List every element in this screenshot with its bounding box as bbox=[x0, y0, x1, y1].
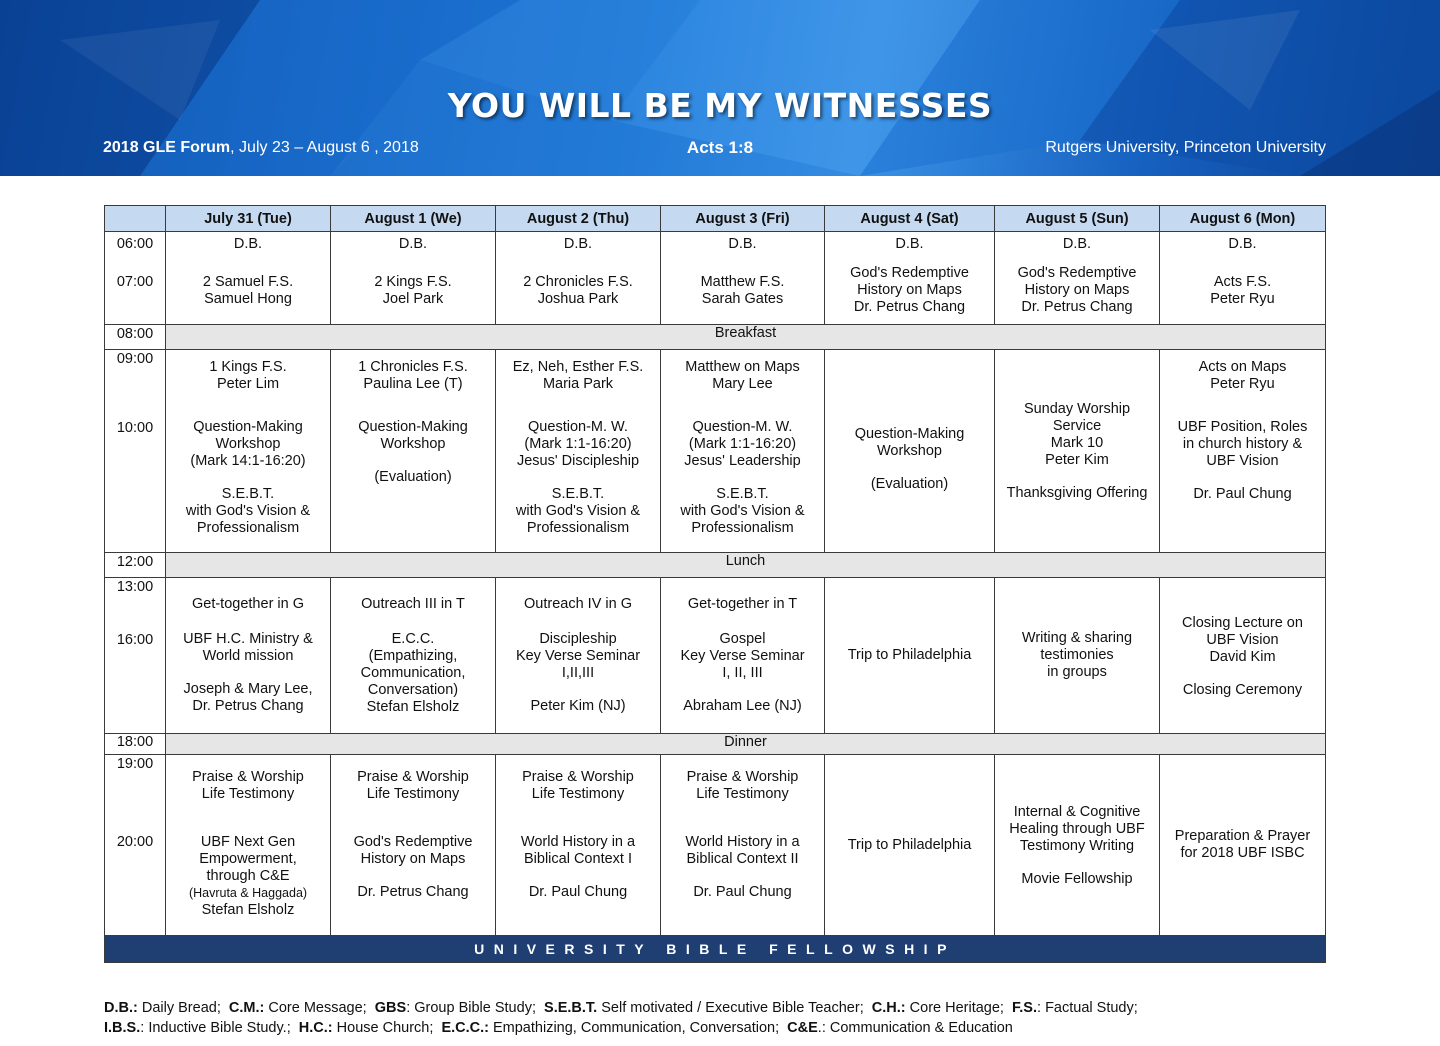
legend-abbreviation: C.M.: bbox=[228, 1000, 265, 1016]
cell-line: (Empathizing, bbox=[368, 648, 458, 664]
schedule-cell bbox=[496, 350, 661, 553]
legend-definition: Core Heritage; bbox=[905, 1000, 1013, 1016]
cell-line: Internal & Cognitive bbox=[1013, 804, 1141, 820]
cell-line: Professionalism bbox=[691, 520, 794, 536]
legend-line bbox=[104, 998, 1138, 1018]
column-header: August 1 (We) bbox=[331, 206, 496, 232]
legend-abbreviation: D.B.: bbox=[104, 1000, 138, 1016]
cell-line: Closing Lecture on bbox=[1182, 615, 1303, 631]
cell-line: World History in a bbox=[685, 834, 800, 850]
schedule-cell bbox=[661, 350, 825, 553]
legend-definition: : Factual Study; bbox=[1037, 1000, 1138, 1016]
legend-abbreviation: I.B.S. bbox=[104, 1020, 141, 1036]
time-cell bbox=[105, 553, 166, 578]
schedule-cell bbox=[825, 232, 995, 325]
cell-line: S.E.B.T. bbox=[716, 486, 769, 502]
schedule-cell bbox=[166, 350, 331, 553]
time-label: 16:00 bbox=[116, 632, 154, 648]
cell-line: with God's Vision & bbox=[515, 503, 641, 519]
column-header: August 6 (Mon) bbox=[1160, 206, 1326, 232]
cell-line: Ez, Neh, Esther F.S. bbox=[512, 359, 644, 375]
cell-line: Paulina Lee (T) bbox=[363, 376, 463, 392]
time-label: 08:00 bbox=[116, 326, 154, 342]
legend-abbreviation: E.C.C.: bbox=[441, 1020, 489, 1036]
cell-line: World History in a bbox=[520, 834, 636, 850]
cell-line: in church history & bbox=[1182, 436, 1303, 452]
cell-line: D.B. bbox=[233, 236, 263, 252]
cell-line: S.E.B.T. bbox=[221, 486, 275, 502]
cell-line: Maria Park bbox=[542, 376, 614, 392]
cell-line: Mark 10 bbox=[1050, 435, 1104, 451]
cell-line: Key Verse Seminar bbox=[515, 648, 641, 664]
cell-line: Professionalism bbox=[196, 520, 300, 536]
forum-name: 2018 GLE Forum bbox=[103, 139, 231, 156]
legend-abbreviation: C.H.: bbox=[871, 1000, 906, 1016]
cell-line: Matthew F.S. bbox=[700, 274, 785, 290]
row-late-morning bbox=[105, 350, 1326, 553]
time-cell bbox=[105, 734, 166, 755]
cell-line: 1 Kings F.S. bbox=[209, 359, 287, 375]
schedule-cell bbox=[661, 578, 825, 734]
cell-line: Life Testimony bbox=[696, 786, 789, 802]
cell-line: Key Verse Seminar bbox=[680, 648, 805, 664]
time-cell bbox=[105, 232, 166, 325]
column-header: August 3 (Fri) bbox=[661, 206, 825, 232]
time-label: 07:00 bbox=[116, 274, 154, 290]
column-header: August 4 (Sat) bbox=[825, 206, 995, 232]
cell-line: Praise & Worship bbox=[357, 769, 469, 785]
cell-line: Joseph & Mary Lee, bbox=[183, 681, 313, 697]
time-label: 06:00 bbox=[116, 236, 154, 252]
cell-line: Dr. Petrus Chang bbox=[853, 299, 966, 315]
cell-line: Question-Making bbox=[854, 426, 965, 442]
cell-line: (Mark 1:1-16:20) bbox=[688, 436, 797, 452]
meal-breakfast: Breakfast bbox=[166, 325, 1326, 350]
schedule-cell bbox=[496, 232, 661, 325]
cell-line: Dr. Petrus Chang bbox=[357, 884, 469, 900]
cell-line: Acts F.S. bbox=[1213, 274, 1272, 290]
cell-line: World mission bbox=[202, 648, 294, 664]
cell-line: Jesus' Discipleship bbox=[516, 453, 640, 469]
time-cell bbox=[105, 755, 166, 936]
time-label: 18:00 bbox=[116, 734, 154, 750]
cell-line-small: (Havruta & Haggada) bbox=[188, 886, 308, 900]
cell-line: 2 Samuel F.S. bbox=[202, 274, 294, 290]
header-row bbox=[105, 206, 1326, 232]
cell-line: Praise & Worship bbox=[192, 769, 304, 785]
schedule-cell bbox=[331, 578, 496, 734]
cell-line: Dr. Petrus Chang bbox=[192, 698, 304, 714]
legend-definition: Daily Bread; bbox=[137, 1000, 229, 1016]
cell-line: Empowerment, bbox=[199, 851, 297, 867]
row-evening bbox=[105, 755, 1326, 936]
cell-line: Workshop bbox=[876, 443, 942, 459]
cell-line: Life Testimony bbox=[531, 786, 625, 802]
cell-line: for 2018 UBF ISBC bbox=[1180, 845, 1305, 861]
cell-line: D.B. bbox=[1228, 236, 1257, 252]
forum-date-range: , July 23 – August 6 , 2018 bbox=[230, 139, 419, 156]
schedule-cell bbox=[825, 578, 995, 734]
cell-line: 2 Kings F.S. bbox=[374, 274, 452, 290]
meal-dinner: Dinner bbox=[166, 734, 1326, 755]
abbreviation-legend bbox=[104, 998, 1138, 1038]
row-footer-bar bbox=[105, 936, 1326, 963]
cell-line: I,II,III bbox=[561, 665, 595, 681]
schedule-cell bbox=[825, 350, 995, 553]
cell-line: Peter Ryu bbox=[1210, 291, 1275, 307]
header-banner bbox=[0, 0, 1440, 176]
cell-line: Praise & Worship bbox=[686, 769, 799, 785]
legend-definition: .: Communication & Education bbox=[817, 1020, 1013, 1036]
schedule-table bbox=[104, 205, 1326, 963]
column-header: August 5 (Sun) bbox=[995, 206, 1160, 232]
legend-abbreviation: GBS bbox=[374, 1000, 407, 1016]
time-label: 12:00 bbox=[116, 554, 154, 570]
cell-line: Question-Making bbox=[358, 419, 468, 435]
cell-line: Thanksgiving Offering bbox=[1006, 485, 1148, 501]
cell-line: UBF Position, Roles bbox=[1177, 419, 1308, 435]
time-label: 10:00 bbox=[116, 420, 154, 436]
cell-line: History on Maps bbox=[857, 282, 962, 298]
cell-line: Closing Ceremony bbox=[1182, 682, 1303, 698]
cell-line: Question-M. W. bbox=[528, 419, 628, 435]
cell-line: God's Redemptive bbox=[1017, 265, 1137, 281]
cell-line: E.C.C. bbox=[391, 631, 435, 647]
time-cell bbox=[105, 325, 166, 350]
cell-line: Sunday Worship bbox=[1023, 401, 1131, 417]
cell-line: Discipleship bbox=[539, 631, 617, 647]
cell-line: Sarah Gates bbox=[701, 291, 784, 307]
time-label: 20:00 bbox=[116, 834, 154, 850]
cell-line: Joel Park bbox=[382, 291, 444, 307]
cell-line: Get-together in T bbox=[687, 596, 798, 612]
legend-definition: : Group Bible Study; bbox=[406, 1000, 545, 1016]
cell-line: History on Maps bbox=[1024, 282, 1130, 298]
cell-line: Question-Making bbox=[193, 419, 303, 435]
cell-line: Biblical Context II bbox=[686, 851, 799, 867]
cell-line: Trip to Philadelphia bbox=[847, 647, 972, 663]
bible-verse: Acts 1:8 bbox=[686, 138, 754, 157]
legend-line bbox=[104, 1018, 1138, 1038]
legend-definition: Empathizing, Communication, Conversation; bbox=[488, 1020, 788, 1036]
cell-line: Jesus' Leadership bbox=[684, 453, 801, 469]
cell-line: Gospel bbox=[719, 631, 766, 647]
cell-line: Testimony Writing bbox=[1019, 838, 1135, 854]
cell-line: UBF Vision bbox=[1206, 453, 1279, 469]
schedule-cell bbox=[995, 755, 1160, 936]
cell-line: 2 Chronicles F.S. bbox=[523, 274, 633, 290]
cell-line: God's Redemptive bbox=[850, 265, 969, 281]
cell-line: D.B. bbox=[728, 236, 757, 252]
legend-abbreviation: C&E bbox=[787, 1020, 818, 1036]
schedule-cell bbox=[825, 755, 995, 936]
schedule-cell bbox=[661, 755, 825, 936]
time-cell bbox=[105, 578, 166, 734]
schedule-cell bbox=[661, 232, 825, 325]
cell-line: UBF Vision bbox=[1206, 632, 1279, 648]
schedule-cell bbox=[331, 350, 496, 553]
schedule-cell bbox=[331, 755, 496, 936]
cell-line: Service bbox=[1052, 418, 1102, 434]
cell-line: S.E.B.T. bbox=[551, 486, 605, 502]
schedule-cell bbox=[1160, 578, 1326, 734]
schedule-cell bbox=[1160, 755, 1326, 936]
time-label: 13:00 bbox=[116, 579, 154, 595]
legend-abbreviation: S.E.B.T. bbox=[544, 1000, 598, 1016]
cell-line: with God's Vision & bbox=[680, 503, 805, 519]
schedule-cell bbox=[995, 232, 1160, 325]
cell-line: Peter Kim bbox=[1045, 452, 1109, 468]
cell-line: Biblical Context I bbox=[524, 851, 632, 867]
organization-banner: UNIVERSITY BIBLE FELLOWSHIP bbox=[105, 936, 1326, 963]
column-header: July 31 (Tue) bbox=[166, 206, 331, 232]
cell-line: D.B. bbox=[398, 236, 428, 252]
cell-line: Peter Lim bbox=[216, 376, 280, 392]
cell-line: Life Testimony bbox=[366, 786, 460, 802]
time-label: 09:00 bbox=[116, 351, 154, 367]
schedule-cell bbox=[1160, 350, 1326, 553]
cell-line: Preparation & Prayer bbox=[1174, 828, 1311, 844]
schedule-cell bbox=[166, 232, 331, 325]
row-early-morning bbox=[105, 232, 1326, 325]
cell-line: in groups bbox=[1047, 664, 1107, 680]
cell-line: Samuel Hong bbox=[204, 291, 292, 307]
cell-line: Acts on Maps bbox=[1198, 359, 1287, 375]
cell-line: Movie Fellowship bbox=[1021, 871, 1133, 887]
cell-line: Praise & Worship bbox=[522, 769, 634, 785]
cell-line: Professionalism bbox=[526, 520, 630, 536]
cell-line: Mary Lee bbox=[712, 376, 773, 392]
cell-line: Stefan Elsholz bbox=[366, 699, 460, 715]
cell-line: Healing through UBF bbox=[1009, 821, 1145, 837]
cell-line: Trip to Philadelphia bbox=[847, 836, 972, 853]
cell-line: (Evaluation) bbox=[374, 469, 452, 485]
cell-line: D.B. bbox=[895, 236, 924, 252]
cell-line: God's Redemptive bbox=[353, 834, 473, 850]
cell-line: David Kim bbox=[1209, 649, 1276, 665]
cell-line: Matthew on Maps bbox=[685, 359, 800, 375]
cell-line: testimonies bbox=[1040, 647, 1114, 663]
legend-definition: : Inductive Bible Study.; bbox=[140, 1020, 299, 1036]
cell-line: Outreach IV in G bbox=[524, 596, 632, 612]
cell-line: UBF H.C. Ministry & bbox=[183, 631, 313, 647]
cell-line: Peter Kim (NJ) bbox=[530, 698, 626, 714]
cell-line: I, II, III bbox=[722, 665, 763, 681]
cell-line: 1 Chronicles F.S. bbox=[358, 359, 468, 375]
schedule-cell bbox=[496, 755, 661, 936]
cell-line: Dr. Paul Chung bbox=[1193, 486, 1292, 502]
cell-line: (Evaluation) bbox=[870, 476, 949, 492]
cell-line: Dr. Paul Chung bbox=[693, 884, 792, 900]
cell-line: History on Maps bbox=[360, 851, 466, 867]
legend-abbreviation: F.S. bbox=[1012, 1000, 1038, 1016]
legend-definition: Self motivated / Executive Bible Teacher; bbox=[597, 1000, 872, 1016]
schedule-cell bbox=[166, 755, 331, 936]
legend-definition: Core Message; bbox=[264, 1000, 375, 1016]
row-breakfast bbox=[105, 325, 1326, 350]
column-header: August 2 (Thu) bbox=[496, 206, 661, 232]
schedule-cell bbox=[166, 578, 331, 734]
cell-line: (Mark 14:1-16:20) bbox=[190, 453, 306, 469]
cell-line: through C&E bbox=[206, 868, 290, 884]
cell-line: with God's Vision & bbox=[185, 503, 311, 519]
schedule-cell bbox=[331, 232, 496, 325]
legend-abbreviation: H.C.: bbox=[298, 1020, 333, 1036]
schedule-cell bbox=[995, 578, 1160, 734]
cell-line: (Mark 1:1-16:20) bbox=[524, 436, 632, 452]
cell-line: Stefan Elsholz bbox=[201, 902, 295, 918]
cell-line: Life Testimony bbox=[201, 786, 295, 802]
cell-line: UBF Next Gen bbox=[200, 834, 296, 850]
page-title: YOU WILL BE MY WITNESSES bbox=[447, 86, 993, 125]
time-label: 19:00 bbox=[116, 756, 154, 772]
cell-line: Abraham Lee (NJ) bbox=[683, 698, 802, 714]
time-cell bbox=[105, 350, 166, 553]
cell-line: Communication, bbox=[360, 665, 466, 681]
row-dinner bbox=[105, 734, 1326, 755]
cell-line: Workshop bbox=[380, 436, 446, 452]
cell-line: Dr. Petrus Chang bbox=[1021, 299, 1133, 315]
cell-line: Workshop bbox=[215, 436, 281, 452]
meal-lunch: Lunch bbox=[166, 553, 1326, 578]
cell-line: Peter Ryu bbox=[1210, 376, 1275, 392]
cell-line: Joshua Park bbox=[537, 291, 619, 307]
cell-line: Outreach III in T bbox=[361, 596, 465, 612]
schedule-cell bbox=[1160, 232, 1326, 325]
cell-line: D.B. bbox=[1062, 236, 1092, 252]
schedule-cell bbox=[995, 350, 1160, 553]
schedule-cell bbox=[496, 578, 661, 734]
cell-line: Conversation) bbox=[367, 682, 459, 698]
venue: Rutgers University, Princeton University bbox=[1045, 139, 1326, 156]
row-afternoon bbox=[105, 578, 1326, 734]
legend-definition: House Church; bbox=[332, 1020, 442, 1036]
cell-line: D.B. bbox=[563, 236, 593, 252]
cell-line: Dr. Paul Chung bbox=[528, 884, 628, 900]
cell-line: Get-together in G bbox=[191, 596, 305, 612]
cell-line: Writing & sharing bbox=[1021, 630, 1133, 646]
cell-line: Question-M. W. bbox=[692, 419, 793, 435]
corner-cell bbox=[105, 206, 166, 232]
row-lunch bbox=[105, 553, 1326, 578]
